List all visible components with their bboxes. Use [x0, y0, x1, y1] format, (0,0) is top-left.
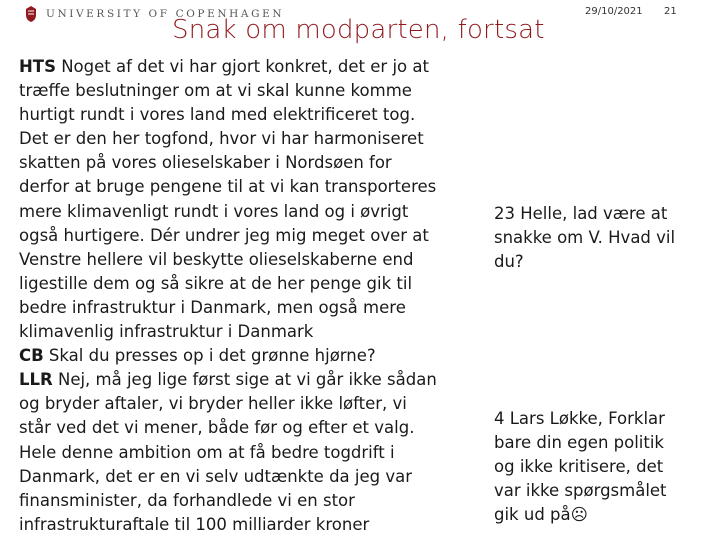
slide-title: Snak om modparten, fortsat: [172, 15, 545, 45]
transcript-line-text: klimavenlig infrastruktur i Danmark: [19, 322, 314, 342]
transcript-line: [19, 272, 489, 296]
transcript-line-text: derfor at bruge pengene til at vi kan transporteres: [19, 177, 437, 197]
transcript-line: [19, 416, 489, 440]
transcript-line: [19, 465, 489, 489]
speaker-label: HTS: [19, 57, 56, 76]
side-note-line: 23 Helle, lad være at: [494, 204, 668, 223]
transcript-line-text: står ved det vi mener, både før og efter et valg.: [19, 418, 415, 438]
transcript-line-text: Skal du presses op i det grønne hjørne?: [43, 346, 376, 366]
transcript-line-text: Hele denne ambition om at få bedre togdrift i: [19, 442, 395, 462]
transcript-line-text: mere klimavenligt rundt i vores land og i øvrigt: [19, 201, 409, 221]
side-note-helle: [494, 202, 716, 274]
transcript-line: [19, 441, 489, 465]
transcript-line-text: også hurtigere. Dér undrer jeg mig meget over at: [19, 225, 429, 245]
transcript-line-text: Noget af det vi har gjort konkret, det er jo at: [55, 57, 429, 76]
transcript-line-text: finansminister, da forhandlede vi en stor: [19, 490, 355, 510]
page-number: 21: [664, 6, 677, 17]
side-note-lars: [494, 407, 716, 527]
transcript-line: [19, 368, 489, 392]
transcript-line: [19, 127, 489, 151]
side-note-line: gik ud på☹: [494, 505, 588, 525]
transcript-line: [19, 175, 489, 199]
transcript-line: [19, 248, 489, 272]
side-note-line: bare din egen politik: [494, 433, 664, 453]
transcript-line-text: ligestille dem og så sikre at de her penge gik til: [19, 273, 413, 293]
university-name: UNIVERSITY OF COPENHAGEN: [46, 8, 285, 20]
transcript-text: [19, 55, 489, 537]
transcript-line: [19, 55, 489, 79]
transcript-line: [19, 151, 489, 175]
university-crest-icon: [24, 5, 38, 23]
side-note-line: og ikke kritisere, det: [494, 457, 664, 477]
transcript-line: [19, 344, 489, 368]
speaker-label: LLR: [19, 370, 53, 390]
transcript-line: [19, 103, 489, 127]
transcript-line: [19, 79, 489, 103]
transcript-line: [19, 320, 489, 344]
transcript-line: [19, 489, 489, 513]
transcript-line: [19, 224, 489, 248]
side-note-line: 4 Lars Løkke, Forklar: [494, 409, 665, 428]
side-note-line: snakke om V. Hvad vil: [494, 228, 676, 248]
transcript-line: [19, 513, 489, 537]
side-note-line: du?: [494, 252, 524, 272]
transcript-line-text: Venstre hellere vil beskytte olieselskaberne end: [19, 249, 414, 269]
transcript-line-text: og bryder aftaler, vi bryder heller ikke løfter, vi: [19, 394, 407, 414]
transcript-line: [19, 200, 489, 224]
transcript-line-text: bedre infrastruktur i Danmark, men også mere: [19, 297, 406, 317]
transcript-line: [19, 296, 489, 320]
transcript-line-text: skatten på vores olieselskaber i Nordsøen for: [19, 153, 392, 173]
side-note-line: var ikke spørgsmålet: [494, 481, 667, 501]
transcript-line-text: træffe beslutninger om at vi skal kunne komme: [19, 81, 412, 101]
transcript-line-text: Nej, må jeg lige først sige at vi går ikke sådan: [52, 370, 437, 390]
speaker-label: CB: [19, 346, 44, 366]
transcript-line-text: hurtigt rundt i vores land med elektrificeret tog.: [19, 105, 416, 125]
transcript-line: [19, 392, 489, 416]
transcript-line-text: infrastrukturaftale til 100 milliarder kroner: [19, 514, 370, 534]
slide-date: 29/10/2021: [585, 6, 643, 17]
transcript-line-text: Det er den her togfond, hvor vi har harmoniseret: [19, 129, 424, 149]
transcript-line-text: Danmark, det er en vi selv udtænkte da jeg var: [19, 466, 413, 486]
